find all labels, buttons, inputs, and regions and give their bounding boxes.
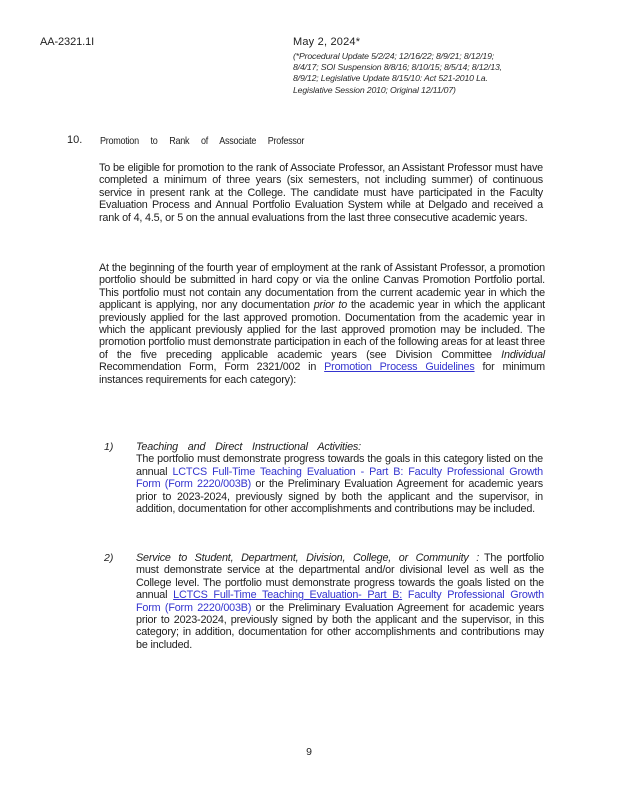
item-1-heading: Teaching and Direct Instructional Activities: — [136, 441, 361, 453]
text-run: The portfolio must demonstrate progress towards the goals in this category listed on the annual — [136, 453, 543, 478]
text-run: for minimum instances requirements for each category): — [99, 361, 545, 386]
lctcs-teaching-evaluation-form-link-2[interactable]: LCTCS Full-Time Teaching Evaluation- Part B: — [173, 589, 403, 602]
document-header-right — [293, 36, 583, 96]
revision-note-line: 8/4/17; SOI Suspension 8/8/16; 8/10/15; 8/5/14; 8/12/13, — [293, 62, 502, 73]
text-run: The portfolio must demonstrate service at the departmental and/or divisional level as well as the College level. The portfolio must demonstrate progress towards the goals listed on the annual — [136, 552, 544, 602]
page-number: 9 — [306, 746, 312, 758]
revision-note-line: (*Procedural Update 5/2/24; 12/16/22; 8/9/21; 8/12/19; — [293, 51, 495, 61]
text-run: At the beginning of the fourth year of employment at the rank of Assistant Professor, a promotion portfolio should be submitted in hard copy or via the online Canvas Promotion Portfolio portal. This portfolio must not contain any documentation from the current academic year in which the applicant is applying, nor any documentation — [99, 262, 545, 312]
lctcs-teaching-evaluation-form-link-2-continued[interactable]: Faculty Professional Growth Form (Form 2220/003B) — [136, 589, 544, 614]
text-run: or the Preliminary Evaluation Agreement for academic years prior to 2023-2024, previously signed by both the applicant and the supervisor, in this category; in addition, documentation for other accomplishments and contributions may be included. — [136, 601, 544, 651]
italic-individual: Individual — [501, 348, 545, 361]
list-item-1-number: 1) — [104, 441, 114, 453]
promotion-process-guidelines-link[interactable]: Promotion Process Guidelines — [324, 361, 475, 374]
section-title: Promotion to Rank of Associate Professor — [100, 135, 305, 147]
paragraph-portfolio-submission — [99, 262, 545, 386]
revision-note — [293, 51, 583, 96]
list-item-2-number: 2) — [104, 552, 114, 564]
list-item-1 — [136, 441, 543, 515]
item-2-heading: Service to Student, Department, Division, College, or Community : — [136, 552, 480, 564]
list-item-2 — [136, 552, 544, 651]
lctcs-teaching-evaluation-form-link-1[interactable]: LCTCS Full-Time Teaching Evaluation - Part B: Faculty Professional Growth Form (Form 2220/003B) — [136, 465, 543, 491]
text-run: Recommendation Form, Form 2321/002 in — [99, 361, 325, 374]
document-date: May 2, 2024* — [293, 36, 361, 48]
text-run: or the Preliminary Evaluation Agreement for academic years prior to 2023-2024, previously signed by both the applicant and the supervisor, in addition, documentation for other accomplishments and contributions may be included. — [136, 478, 543, 516]
section-number: 10. — [67, 134, 83, 146]
policy-number: AA-2321.1I — [40, 36, 95, 48]
text-run: the academic year in which the applicant previously applied for the last approved promotion. Documentation from the academic year in which the applicant previously applied for the last approved promotion may be included. The promotion portfolio must demonstrate participation in each of the following areas for at least three of the five preceding applicable academic years (see Division Committee — [99, 299, 545, 361]
paragraph-eligibility: To be eligible for promotion to the rank of Associate Professor, an Assistant Professor must have completed a minimum of three years (six semesters, not including summer) of continuous service in present rank at the College. The candidate must have participated in the Faculty Evaluation Process and Annual Portfolio Evaluation System while at Delgado and received a rank of 4, 4.5, or 5 on the annual evaluations from the last three consecutive academic years. — [99, 162, 543, 224]
revision-note-line: 8/9/12; Legislative Update 8/15/10: Act 521-2010 La. — [293, 73, 488, 84]
revision-note-line: Legislative Session 2010; Original 12/11/07) — [293, 84, 456, 95]
italic-prior-to: prior to — [313, 299, 348, 312]
